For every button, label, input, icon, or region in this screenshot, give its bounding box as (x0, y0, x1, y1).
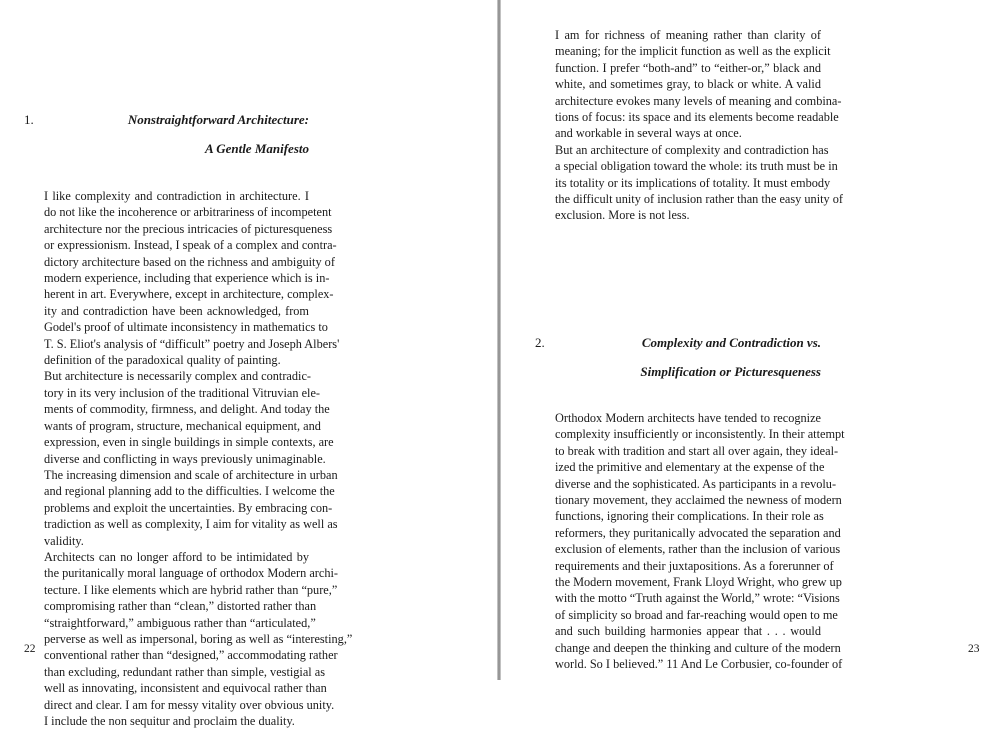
text-line: tradiction as well as complexity, I aim for vitality as well as (44, 517, 338, 532)
left-page (0, 0, 497, 728)
chapter-1-heading (24, 105, 309, 163)
text-line: exclusion. More is not less. (555, 208, 690, 223)
text-line: tionary movement, they acclaimed the newness of modern (555, 493, 842, 508)
chapter-title-line1: Complexity and Contradiction vs. (641, 335, 821, 350)
text-line: Orthodox Modern architects have tended to recognize (555, 411, 821, 425)
text-line: a special obligation toward the whole: its truth must be in (555, 159, 838, 174)
text-line: complexity insufficiently or inconsistently. In their attempt (555, 427, 845, 442)
text-line: change and deepen the thinking and culture of the modern (555, 640, 841, 655)
right-page (501, 0, 1000, 680)
text-line: world. So I believed.” 11 And Le Corbusier, co-founder of (555, 657, 843, 672)
left-body-text (24, 188, 353, 729)
text-line: the Modern movement, Frank Lloyd Wright, who grew up (555, 575, 842, 590)
paragraph (535, 142, 843, 224)
text-line: tecture. I like elements which are hybrid rather than “pure,” (44, 582, 338, 597)
paragraph (535, 27, 842, 142)
text-line: or expressionism. Instead, I speak of a complex and contra- (44, 238, 337, 253)
text-line: But an architecture of complexity and contradiction has (555, 142, 829, 157)
chapter-number: 1. (24, 112, 34, 127)
chapter-title-line1: Nonstraightforward Architecture: (127, 112, 309, 127)
page-number: 23 (968, 643, 980, 655)
text-line: diverse and the sophisticated. As participants in a revolu- (555, 476, 837, 491)
text-line: tions of focus: its space and its elements become readable (555, 110, 839, 125)
text-line: ized the primitive and elementary at the expense of the (555, 460, 825, 475)
text-line: white, and sometimes gray, to black or white. A valid (555, 77, 821, 92)
chapter-title-line2: A Gentle Manifesto (204, 141, 309, 156)
text-line: architecture evokes many levels of meaning and combina- (555, 93, 842, 108)
paragraph (24, 368, 338, 548)
text-line: herent in art. Everywhere, except in architecture, complex- (44, 287, 334, 302)
chapter-title-line2: Simplification or Picturesqueness (640, 364, 821, 379)
text-line: Godel's proof of ultimate inconsistency in mathematics to (44, 320, 328, 335)
right-top-text (535, 27, 843, 224)
text-line: definition of the paradoxical quality of painting. (44, 353, 281, 368)
text-line: architecture nor the precious intricacies of picturesqueness (44, 221, 333, 236)
text-line: functions, ignoring their complications. In their role as (555, 509, 824, 524)
text-line: the difficult unity of inclusion rather than the easy unity of (555, 192, 843, 207)
text-line: to break with tradition and start all over again, they ideal- (555, 443, 839, 458)
text-line: conventional rather than “designed,” accommodating rather (44, 648, 338, 663)
text-line: function. I prefer “both-and” to “either-or,” black and (555, 60, 821, 75)
text-line: compromising rather than “clean,” distorted rather than (44, 599, 317, 614)
text-line: and such building harmonies appear that . . . would (555, 624, 821, 639)
text-line: problems and exploit the uncertainties. By embracing con- (44, 500, 333, 515)
text-line: ity and contradiction have been acknowledged, from (44, 303, 309, 318)
text-line: exclusion of elements, rather than the inclusion of various (555, 542, 841, 557)
text-line: and regional planning add to the difficulties. I welcome the (44, 484, 335, 499)
text-line: ments of commodity, firmness, and delight. And today the (44, 402, 330, 417)
text-line: I include the non sequitur and proclaim the duality. (44, 714, 295, 728)
text-line: expression, even in single buildings in simple contexts, are (44, 435, 334, 450)
text-line: and workable in several ways at once. (555, 126, 742, 141)
paragraph (24, 188, 340, 368)
text-line: do not like the incoherence or arbitrariness of incompetent (44, 205, 332, 220)
text-line: direct and clear. I am for messy vitality over obvious unity. (44, 697, 335, 712)
text-line: reformers, they puritanically advocated the separation and (555, 525, 841, 540)
text-line: of simplicity so broad and far-reaching would open to me (555, 607, 838, 622)
chapter-number: 2. (535, 335, 545, 350)
right-bottom-text (535, 410, 845, 673)
text-line: The increasing dimension and scale of architecture in urban (44, 467, 338, 482)
text-line: diverse and conflicting in ways previously unimaginable. (44, 451, 326, 466)
text-line: with the motto “Truth against the World,” wrote: “Visions (555, 591, 840, 606)
text-line: requirements and their juxtapositions. As a forerunner of (555, 558, 834, 573)
text-line: its totality or its implications of totality. It must embody (555, 175, 831, 190)
text-line: modern experience, including that experience which is in- (44, 271, 330, 286)
text-line: than excluding, redundant rather than simple, vestigial as (44, 664, 326, 679)
chapter-2-heading (535, 328, 821, 386)
text-line: But architecture is necessarily complex and contradic- (44, 369, 312, 384)
text-line: I like complexity and contradiction in architecture. I (44, 189, 309, 203)
text-line: tory in its very inclusion of the traditional Vitruvian ele- (44, 385, 320, 400)
text-line: meaning; for the implicit function as well as the explicit (555, 44, 831, 59)
text-line: “straightforward,” ambiguous rather than “articulated,” (44, 615, 316, 630)
text-line: I am for richness of meaning rather than clarity of (555, 28, 821, 42)
text-line: wants of program, structure, mechanical equipment, and (44, 418, 321, 433)
text-line: dictory architecture based on the richness and ambiguity of (44, 254, 335, 269)
text-line: T. S. Eliot's analysis of “difficult” poetry and Joseph Albers' (44, 336, 340, 351)
page-number: 22 (24, 643, 36, 655)
text-line: the puritanically moral language of orthodox Modern archi- (44, 566, 339, 581)
paragraph (535, 410, 845, 673)
text-line: Architects can no longer afford to be intimidated by (44, 549, 309, 564)
text-line: well as innovating, inconsistent and equivocal rather than (44, 681, 327, 696)
text-line: perverse as well as impersonal, boring as well as “interesting,” (44, 631, 353, 646)
paragraph (24, 549, 353, 729)
text-line: validity. (44, 533, 84, 548)
